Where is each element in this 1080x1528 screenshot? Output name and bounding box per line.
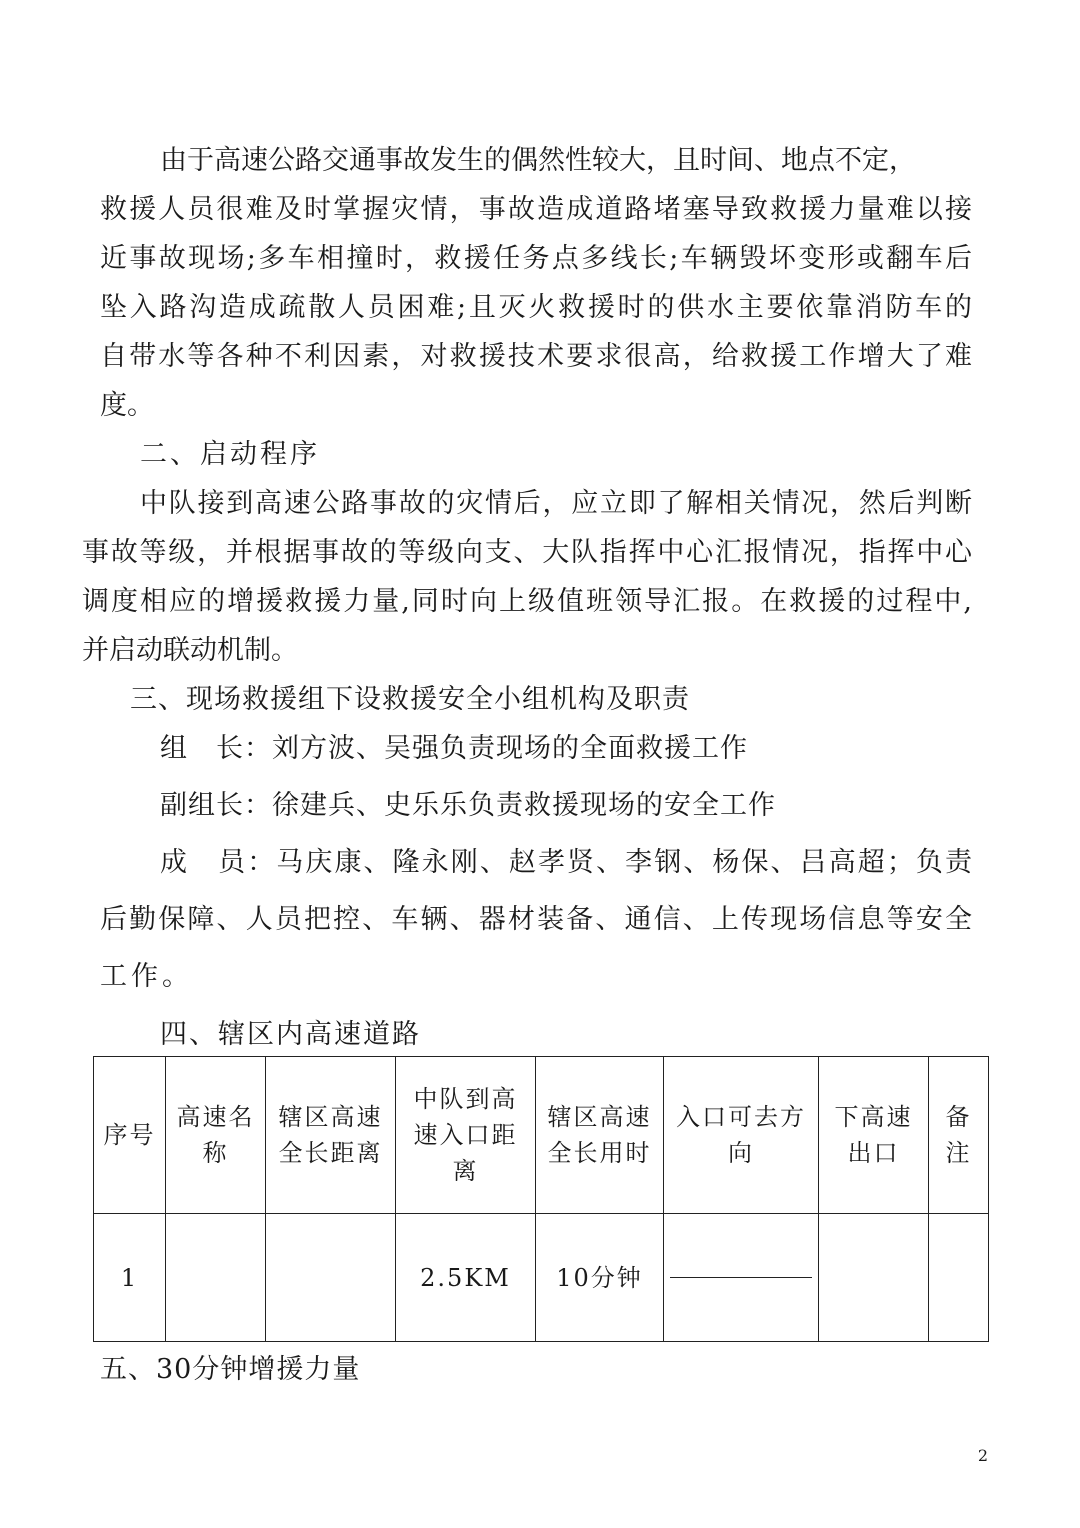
- paragraph-line: 救援人员很难及时掌握灾情，事故造成道路堵塞导致救援力量难以接: [100, 194, 972, 225]
- paragraph-line: 度。: [100, 390, 154, 421]
- table-row: [94, 1214, 989, 1342]
- section-heading: 五、30分钟增援力量: [100, 1354, 361, 1385]
- header-cell-index: 序号: [94, 1057, 166, 1214]
- paragraph-line: 并启动联动机制。: [82, 635, 298, 666]
- cell-index: 1: [94, 1214, 166, 1342]
- header-cell-note: 备注: [929, 1057, 989, 1214]
- section-heading: 三、现场救援组下设救援安全小组机构及职责: [130, 684, 690, 715]
- header-cell-name: 高速名称: [166, 1057, 266, 1214]
- page-number: 2: [977, 1446, 988, 1465]
- paragraph-line: 由于高速公路交通事故发生的偶然性较大，且时间、地点不定，: [160, 145, 916, 176]
- deputy-line: 副组长：徐建兵、史乐乐负责救援现场的安全工作: [160, 790, 776, 821]
- paragraph-line: 近事故现场;多车相撞时，救援任务点多线长;车辆毁坏变形或翻车后: [100, 243, 972, 274]
- cell-name: [166, 1214, 266, 1342]
- cell-direction-upper: [670, 1214, 812, 1278]
- cell-distance: 2.5KM: [396, 1214, 536, 1342]
- table-header-row: [94, 1057, 989, 1214]
- member-line: 成 员：马庆康、隆永刚、赵孝贤、李钢、杨保、吕高超；负责: [160, 847, 972, 878]
- header-cell-distance: 中队到高速入口距离: [396, 1057, 536, 1214]
- paragraph-line: 坠入路沟造成疏散人员困难;且灭火救援时的供水主要依靠消防车的: [100, 292, 972, 323]
- paragraph-line: 事故等级，并根据事故的等级向支、大队指挥中心汇报情况，指挥中心: [82, 537, 972, 568]
- cell-note: [929, 1214, 989, 1342]
- header-cell-exit: 下高速出口: [819, 1057, 929, 1214]
- header-cell-time: 辖区高速全长用时: [536, 1057, 664, 1214]
- header-cell-length: 辖区高速全长距离: [266, 1057, 396, 1214]
- member-line: 后勤保障、人员把控、车辆、器材装备、通信、上传现场信息等安全: [100, 904, 972, 935]
- paragraph-line: 中队接到高速公路事故的灾情后，应立即了解相关情况，然后判断: [140, 488, 972, 519]
- paragraph-line: 自带水等各种不利因素，对救援技术要求很高，给救援工作增大了难: [100, 341, 972, 372]
- cell-length: [266, 1214, 396, 1342]
- cell-exit: [819, 1214, 929, 1342]
- leader-line: 组 长：刘方波、吴强负责现场的全面救援工作: [160, 733, 748, 764]
- member-line: 工作。: [100, 961, 193, 992]
- section-heading: 四、辖区内高速道路: [160, 1019, 421, 1050]
- paragraph-line: 调度相应的增援救援力量,同时向上级值班领导汇报。在救援的过程中,: [82, 586, 972, 617]
- cell-direction-lower: [670, 1278, 812, 1341]
- header-cell-direction: 入口可去方向: [664, 1057, 819, 1214]
- highway-table: [93, 1056, 989, 1342]
- cell-direction: [664, 1214, 819, 1342]
- section-heading: 二、启动程序: [140, 439, 320, 470]
- cell-time: 10分钟: [536, 1214, 664, 1342]
